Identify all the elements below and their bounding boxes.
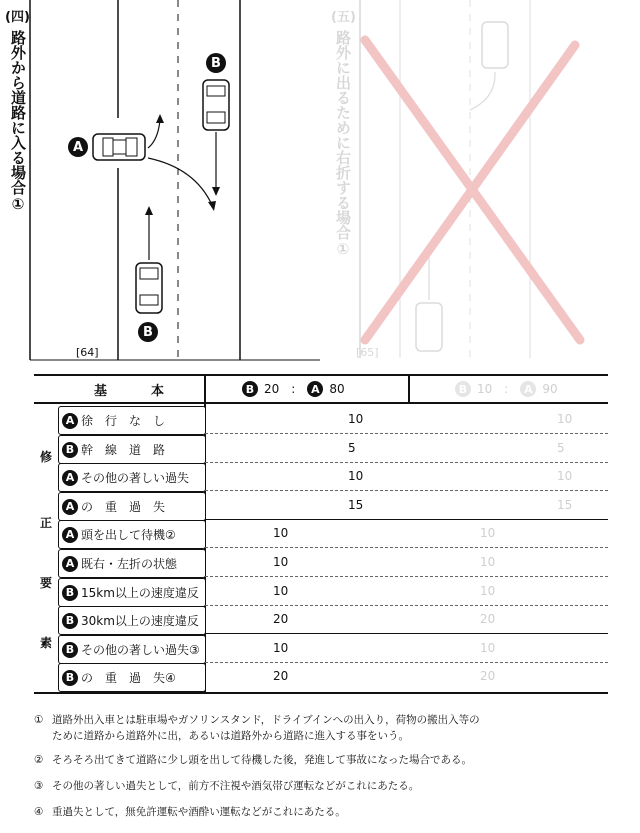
row-label-text: その他の著しい過失 — [81, 471, 190, 485]
ratio-sep: : — [291, 382, 296, 396]
b-badge: B — [242, 381, 258, 397]
table-row-label — [58, 435, 206, 464]
side-label-3: 要 — [40, 576, 53, 590]
table-row-label — [58, 492, 206, 521]
row-label-text: 幹 線 道 路 — [81, 443, 166, 457]
a-badge: A — [62, 499, 78, 515]
road-diagram-left — [0, 0, 330, 370]
car-b-badge-bottom: B — [138, 322, 158, 342]
a-badge-faint: A — [520, 381, 536, 397]
table-row-label — [58, 520, 206, 549]
car-b-top-icon — [203, 80, 229, 130]
row-label-text: その他の著しい過失③ — [81, 643, 200, 657]
header-ratio-2 — [455, 381, 558, 397]
a-badge: A — [62, 470, 78, 486]
row-value-faint: 10 — [480, 555, 496, 569]
side-label-4: 素 — [40, 636, 53, 650]
row-divider — [205, 547, 608, 548]
b-ratio-faint: 10 — [477, 382, 493, 396]
diagram-heading-faint: (五) — [331, 10, 356, 25]
table-row-label — [58, 663, 206, 692]
b-badge: B — [62, 613, 78, 629]
b-badge-faint: B — [455, 381, 471, 397]
header-kihon: 基 本 — [93, 384, 170, 399]
row-value-faint: 10 — [557, 412, 573, 426]
row-divider — [205, 605, 608, 606]
car-b-bottom-icon — [136, 263, 162, 313]
row-value-faint: 10 — [480, 584, 496, 598]
b-badge: B — [62, 670, 78, 686]
side-label-1: 修 — [40, 450, 53, 464]
row-value: 20 — [273, 669, 289, 683]
table-row-label — [58, 578, 206, 607]
table-row-label — [58, 606, 206, 635]
diagram-title: 路外から道路に入る場合① — [9, 30, 27, 213]
row-value: 15 — [348, 498, 364, 512]
figure-number-faint: [65] — [356, 346, 379, 359]
a-ratio: 80 — [329, 382, 345, 396]
note-2 — [34, 752, 472, 768]
figure-number: [64] — [76, 346, 99, 359]
row-value: 10 — [273, 584, 289, 598]
row-label-text: の 重 過 失 — [81, 500, 166, 514]
b-badge: B — [62, 585, 78, 601]
car-a-badge: A — [68, 137, 88, 157]
row-value: 10 — [273, 641, 289, 655]
note-text: そろそろ出てきて道路に少し頭を出して待機した後，発進して事故になった場合である。 — [52, 754, 472, 766]
row-value-faint: 20 — [480, 612, 496, 626]
row-label-text: 頭を出して待機② — [81, 528, 176, 542]
row-value: 10 — [348, 412, 364, 426]
row-divider — [205, 662, 608, 663]
row-value-faint: 15 — [557, 498, 573, 512]
row-value: 10 — [273, 526, 289, 540]
row-divider — [205, 576, 608, 577]
note-text: その他の著しい過失として，前方不注視や酒気帯び運転などがこれにあたる。 — [52, 780, 420, 792]
row-label-text: の 重 過 失④ — [81, 671, 176, 685]
b-ratio: 20 — [264, 382, 280, 396]
row-value: 10 — [273, 555, 289, 569]
row-label-text: 15km以上の速度違反 — [81, 586, 199, 600]
car-a-icon — [93, 134, 145, 160]
note-text-cont: ために道路から道路外に出，あるいは道路外から道路に進入する事をいう。 — [52, 730, 409, 742]
row-value-faint: 20 — [480, 669, 496, 683]
table-row-label — [58, 635, 206, 664]
note-4 — [34, 804, 346, 820]
b-badge: B — [62, 442, 78, 458]
note-text: 重過失として，無免許運転や酒酔い運転などがこれにあたる。 — [52, 806, 346, 818]
note-1 — [34, 712, 480, 744]
note-number: ① — [34, 714, 44, 726]
row-label-text: 既右・左折の状態 — [81, 557, 178, 571]
row-label-text: 徐 行 な し — [81, 414, 166, 428]
row-value-faint: 10 — [480, 526, 496, 540]
row-value-faint: 10 — [480, 641, 496, 655]
row-divider — [205, 490, 608, 491]
row-divider — [205, 462, 608, 463]
row-value: 10 — [348, 469, 364, 483]
table-row-label — [58, 406, 206, 435]
table-row-label — [58, 463, 206, 492]
road-diagram-right — [320, 0, 640, 370]
note-number: ④ — [34, 806, 44, 818]
row-value-faint: 5 — [557, 441, 565, 455]
a-ratio-faint: 90 — [542, 382, 558, 396]
row-value: 5 — [348, 441, 356, 455]
a-badge: A — [62, 413, 78, 429]
note-number: ③ — [34, 780, 44, 792]
a-badge: A — [62, 527, 78, 543]
side-label-2: 正 — [40, 516, 53, 530]
row-divider — [205, 633, 608, 634]
row-divider — [205, 519, 608, 520]
table-row-label — [58, 549, 206, 578]
diagram-title-faint: 路外に出るために右折する場合① — [334, 30, 352, 258]
ratio-sep-faint: : — [504, 382, 509, 396]
row-divider — [205, 433, 608, 434]
note-3 — [34, 778, 420, 794]
note-number: ② — [34, 754, 44, 766]
row-label-text: 30km以上の速度違反 — [81, 614, 199, 628]
a-badge: A — [307, 381, 323, 397]
b-badge: B — [62, 642, 78, 658]
car-b-badge-top: B — [206, 53, 226, 73]
diagram-heading: (四) — [5, 10, 30, 25]
header-ratio-1 — [242, 381, 345, 397]
row-value-faint: 10 — [557, 469, 573, 483]
note-text: 道路外出入車とは駐車場やガソリンスタンド，ドライブインへの出入り，荷物の搬出入等の — [52, 714, 480, 726]
row-value: 20 — [273, 612, 289, 626]
a-badge: A — [62, 556, 78, 572]
